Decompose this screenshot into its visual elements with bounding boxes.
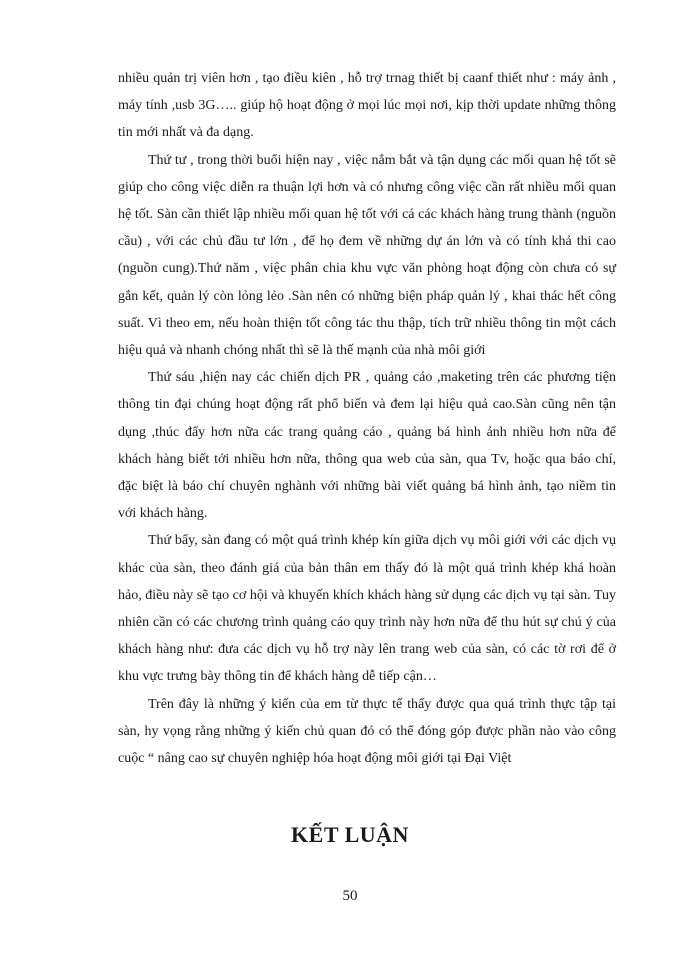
paragraph-conclusion-note: Trên đây là những ý kiến của em từ thực tế thấy được qua quá trình thực tập tại sàn, hy vọng rằng những ý kiến chủ quan đó có thể đóng góp được phần nào vào công cuộc “ nâng cao sự chuyên nghiệp hóa hoạt động môi giới tại Đại Việt — [118, 696, 616, 767]
paragraph-continuation: nhiều quản trị viên hơn , tạo điều kiên , hỗ trợ trnag thiết bị caanf thiết như : máy ảnh , máy tính ,usb 3G….. giúp hộ hoạt động ở mọi lúc mọi nơi, kịp thời update những thông tin mới nhất và đa dạng. — [118, 71, 616, 141]
page-number: 50 — [342, 888, 358, 904]
body-text — [118, 65, 616, 772]
paragraph-thu-tu: Thứ tư , trong thời buổi hiện nay , việc nắm bắt và tận dụng các mối quan hệ tốt sẽ giúp cho công việc diễn ra thuận lợi hơn và có nhưng công việc cần rất nhiều mối quan hệ tốt. Sàn cần thiết lập nhiều mối quan hệ tốt với cá các khách hàng trung thành (nguồn cầu) , với các chủ đầu tư lớn , để họ đem về những dự án lớn và có tính khả thi cao (nguồn cung).Thứ năm , việc phân chia khu vực văn phòng hoạt động còn chưa có sự gắn kết, quản lý còn lỏng lẻo .Sàn nên có những biện pháp quản lý , khai thác hết công suất. Vì theo em, nếu hoàn thiện tốt công tác thu thập, tích trữ nhiều thông tin một cách hiệu quả và nhanh chóng nhất thì sẽ là thế mạnh của nhà môi giới — [118, 152, 616, 359]
section-heading: KẾT LUẬN — [291, 822, 409, 847]
paragraph-thu-sau: Thứ sáu ,hiện nay các chiến dịch PR , quảng cáo ,maketing trên các phương tiện thông tin đại chúng hoạt động rất phổ biến và đem lại hiệu quả cao.Sàn cũng nên tận dụng ,thúc đẩy hơn nữa các trang quảng cáo , quảng bá hình ảnh nhiều hơn nữa để khách hàng biết tới nhiều hơn nữa, thông qua web của sàn, qua Tv, hoặc qua báo chí, đặc biệt là báo chí chuyên nghành với những bài viết quảng bá hình ảnh, tạo niềm tin với khách hàng. — [118, 370, 616, 522]
paragraph-thu-bay: Thứ bẩy, sàn đang có một quá trình khép kín giữa dịch vụ môi giới với các dịch vụ khác của sàn, theo đánh giá của bản thân em thấy đó là một quá trình khép khá hoàn hảo, điều này sẽ tạo cơ hội và khuyến khích khách hàng sử dụng các dịch vụ tại sàn. Tuy nhiên cần có các chương trình quảng cáo quy trình này hơn nữa để thu hút sự chú ý của khách hàng như: đưa các dịch vụ hỗ trợ này lên trang web của sàn, có các tờ rơi để ở khu vực trưng bày thông tin để khách hàng dễ tiếp cận… — [118, 533, 616, 685]
